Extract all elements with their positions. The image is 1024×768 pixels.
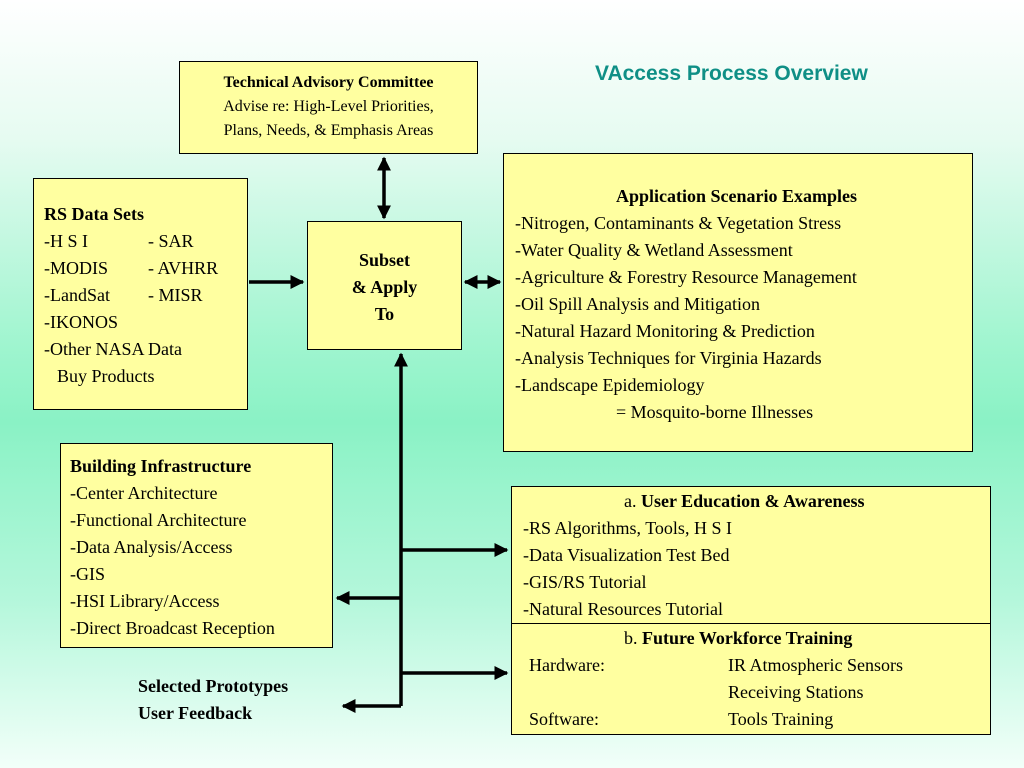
- app-item: -Landscape Epidemiology: [515, 375, 705, 395]
- app-item: -Analysis Techniques for Virginia Hazards: [515, 348, 822, 368]
- tac-heading: Technical Advisory Committee: [223, 74, 434, 91]
- app-heading: Application Scenario Examples: [616, 186, 858, 206]
- application-scenarios-box: [503, 153, 973, 452]
- tac-line-2: Plans, Needs, & Emphasis Areas: [223, 122, 434, 139]
- rs-row-left: -LandSat: [44, 285, 110, 305]
- app-item: -Oil Spill Analysis and Mitigation: [515, 294, 761, 314]
- rs-heading: RS Data Sets: [44, 204, 145, 224]
- work-prefix: b.: [624, 628, 638, 648]
- work-heading-line: [529, 625, 990, 652]
- rs-row-right: - AVHRR: [148, 258, 219, 278]
- tac-line-1: Advise re: High-Level Priorities,: [223, 98, 434, 115]
- app-footer: = Mosquito-borne Illnesses: [616, 402, 814, 422]
- infra-item: -HSI Library/Access: [70, 591, 220, 611]
- rs-row-left: -H S I: [44, 231, 88, 251]
- edu-item: -GIS/RS Tutorial: [523, 572, 647, 592]
- rs-row: [44, 282, 247, 309]
- edu-prefix: a.: [624, 491, 637, 511]
- building-infrastructure-box: [60, 443, 333, 648]
- app-item: -Natural Hazard Monitoring & Prediction: [515, 321, 815, 341]
- work-row-value: Tools Training: [728, 709, 834, 729]
- work-row-label: Software:: [529, 709, 599, 729]
- app-item: -Water Quality & Wetland Assessment: [515, 240, 793, 260]
- work-row-label: [529, 679, 728, 706]
- rs-row-right: - MISR: [148, 285, 203, 305]
- infra-heading: Building Infrastructure: [70, 456, 252, 476]
- work-row-label: Hardware:: [529, 655, 605, 675]
- rs-other: -Other NASA Data: [44, 339, 182, 359]
- subset-line-1: Subset: [358, 250, 411, 270]
- diagram-title: VAccess Process Overview: [595, 62, 868, 85]
- infra-item: -Data Analysis/Access: [70, 537, 233, 557]
- workforce-training-box: [511, 623, 991, 735]
- app-item: -Nitrogen, Contaminants & Vegetation Stress: [515, 213, 842, 233]
- rs-row: [44, 228, 247, 255]
- edu-item: -Natural Resources Tutorial: [523, 599, 723, 619]
- infra-item: -Center Architecture: [70, 483, 218, 503]
- work-row: [529, 679, 990, 706]
- edu-heading-line: [523, 488, 990, 515]
- tac-box: [179, 61, 478, 154]
- rs-ikonos: -IKONOS: [44, 312, 118, 332]
- subset-line-3: To: [374, 304, 395, 324]
- subset-apply-box: [307, 221, 462, 350]
- work-row-value: Receiving Stations: [728, 682, 864, 702]
- infra-item: -Direct Broadcast Reception: [70, 618, 275, 638]
- app-item: -Agriculture & Forestry Resource Management: [515, 267, 857, 287]
- subset-line-2: & Apply: [351, 277, 418, 297]
- feedback-label: [138, 673, 288, 727]
- infra-item: -Functional Architecture: [70, 510, 247, 530]
- work-heading: Future Workforce Training: [642, 628, 853, 648]
- user-education-box: [511, 486, 991, 624]
- rs-data-sets-box: [33, 178, 248, 410]
- feedback-line-1: Selected Prototypes: [138, 676, 289, 696]
- rs-row-left: -MODIS: [44, 258, 109, 278]
- edu-item: -Data Visualization Test Bed: [523, 545, 730, 565]
- edu-heading: User Education & Awareness: [641, 491, 865, 511]
- infra-item: -GIS: [70, 564, 105, 584]
- work-row: [529, 706, 990, 733]
- rs-row-right: - SAR: [148, 231, 194, 251]
- rs-buy: Buy Products: [57, 366, 155, 386]
- edu-item: -RS Algorithms, Tools, H S I: [523, 518, 732, 538]
- rs-row: [44, 255, 247, 282]
- feedback-line-2: User Feedback: [138, 703, 253, 723]
- work-row-value: IR Atmospheric Sensors: [728, 655, 903, 675]
- work-row: [529, 652, 990, 679]
